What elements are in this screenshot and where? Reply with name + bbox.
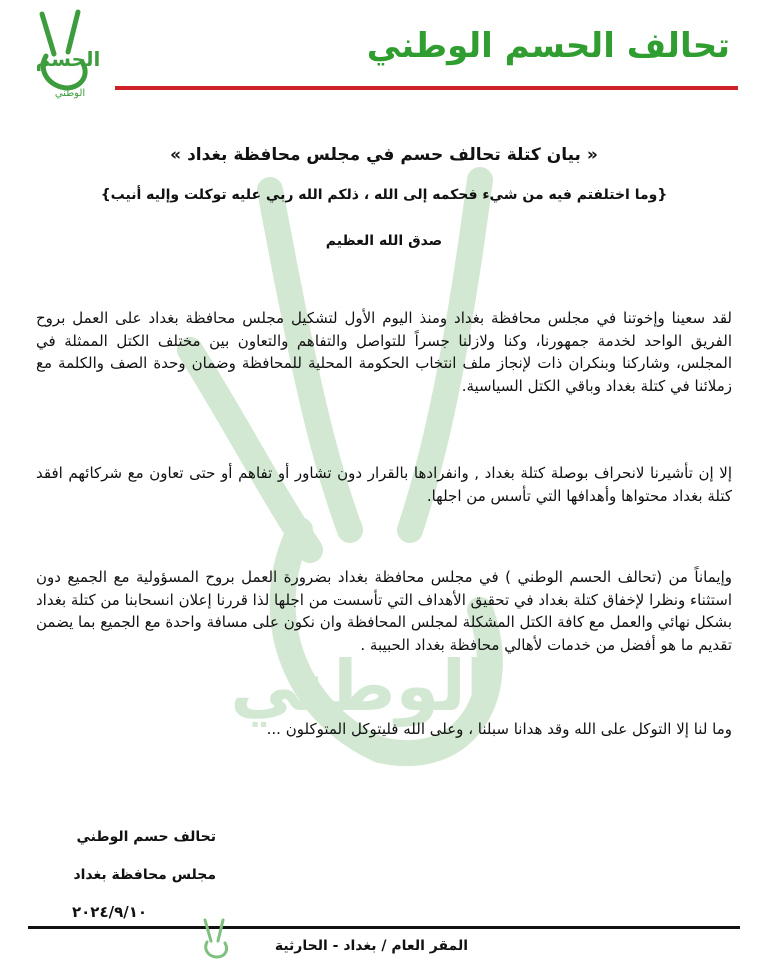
letterhead <box>0 0 768 100</box>
watermark-text: الوطني <box>230 645 490 727</box>
party-name: تحالف الحسم الوطني <box>366 26 730 66</box>
logo-subtext: الوطني <box>54 88 86 99</box>
paragraph: وإيماناً من (تحالف الحسم الوطني ) في مجلس محافظة بغداد بضرورة العمل بروح المسؤولية مع الجميع دون استثناء ونظرا لإخفاق كتلة بغداد في تحقيق الأهداف التي تأسست من اجلها لذا قررنا إعلان انسحابنا من كتلة بغداد بشكل نهائي والعمل مع كافة الكتل المشكلة لمجلس المحافظة وان نكون على مسافة واحدة مع الجميع بما يضمن تقديم ما هو أفضل من خدمات لأهالي محافظة بغداد الحبيبة . <box>36 568 732 654</box>
victory-hand-small-icon <box>195 917 237 960</box>
header-divider <box>115 86 738 90</box>
verse-closing: صدق الله العظيم <box>325 233 443 249</box>
victory-hand-icon <box>20 8 116 100</box>
signature-council: مجلس محافظة بغداد <box>73 867 216 883</box>
statement-date: ٢٠٢٤/٩/١٠ <box>72 903 148 921</box>
paragraph: لقد سعينا وإخوتنا في مجلس محافظة بغداد ومنذ اليوم الأول لتشكيل مجلس محافظة بغداد على العمل بروح الفريق الواحد لخدمة جمهورنا، وكنا ولازلنا جسراً للتواصل والتفاهم والتعاون بين مختلف الكتل الممثلة في المجلس، وشاركنا وبنكران ذات لإنجاز ملف انتخاب الحكومة المحلية للمحافظة وضمان وحدة الصف والكلمة مع زملائنا في كتلة بغداد وباقي الكتل السياسية. <box>36 309 732 395</box>
footer-divider <box>28 926 740 929</box>
paragraph: وما لنا إلا التوكل على الله وقد هدانا سبلنا ، وعلى الله فليتوكل المتوكلون ... <box>266 720 732 738</box>
logo-text: الحسم <box>35 47 101 71</box>
statement-title: « بيان كتلة تحالف حسم في مجلس محافظة بغداد » <box>170 145 598 165</box>
signature-party: تحالف حسم الوطني <box>76 829 216 845</box>
headquarters-address: المقر العام / بغداد - الحارثية <box>274 938 468 954</box>
paragraph: إلا إن تأشيرنا لانحراف بوصلة كتلة بغداد , وانفرادها بالقرار دون تشاور أو تفاهم أو حتى تعاون مع شركائهم افقد كتلة بغداد محتواها وأهدافها التي تأسس من اجلها. <box>36 464 732 505</box>
quran-verse: {وما اختلفتم فيه من شيء فحكمه إلى الله ، ذلكم الله ربي عليه توكلت وإليه أنيب} <box>100 187 668 203</box>
